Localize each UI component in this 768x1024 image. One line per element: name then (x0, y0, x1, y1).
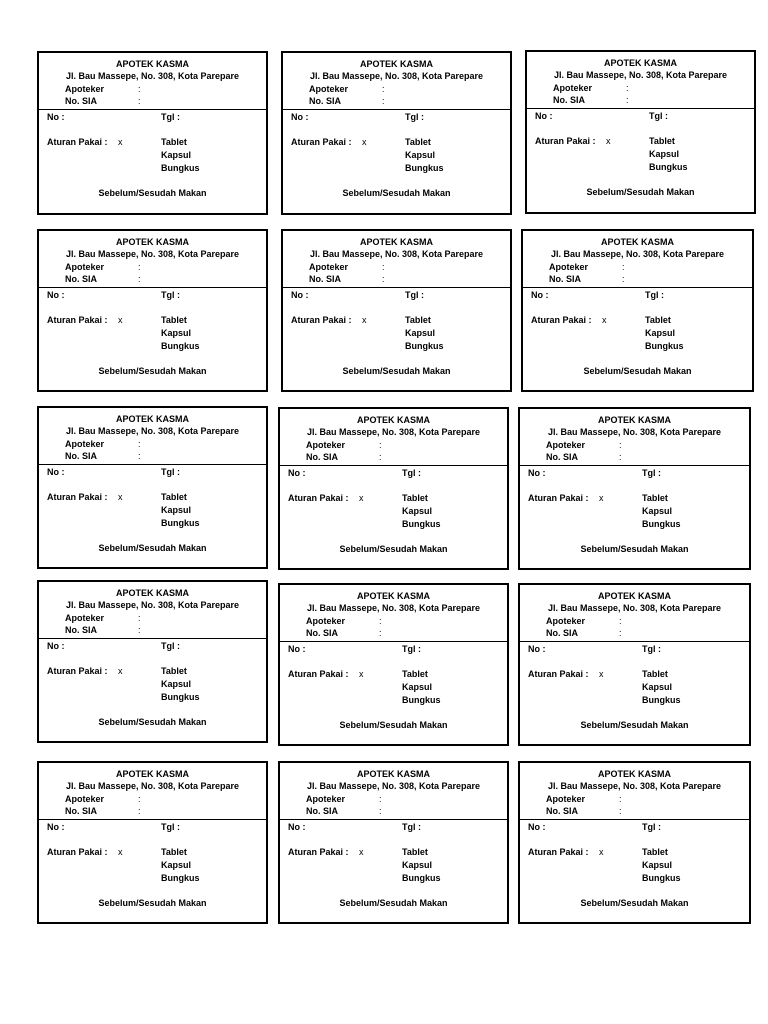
apoteker-colon: : (138, 84, 141, 94)
sia-label: No. SIA (65, 274, 98, 284)
unit-tablet: Tablet (649, 136, 675, 146)
usage-label: Aturan Pakai : (288, 847, 349, 857)
unit-tablet: Tablet (402, 847, 428, 857)
times-mark: x (362, 315, 367, 325)
header-divider (39, 464, 266, 465)
apoteker-label: Apoteker (309, 84, 349, 94)
times-mark: x (118, 137, 123, 147)
usage-label: Aturan Pakai : (528, 493, 589, 503)
number-label: No : (47, 641, 65, 651)
apoteker-label: Apoteker (65, 262, 105, 272)
times-mark: x (362, 137, 367, 147)
unit-tablet: Tablet (642, 493, 668, 503)
header-divider (39, 638, 266, 639)
times-mark: x (118, 315, 123, 325)
usage-label: Aturan Pakai : (528, 669, 589, 679)
apoteker-colon: : (382, 262, 385, 272)
date-label: Tgl : (642, 822, 661, 832)
prescription-label (37, 229, 268, 392)
sia-colon: : (379, 806, 382, 816)
apoteker-colon: : (379, 440, 382, 450)
unit-tablet: Tablet (642, 669, 668, 679)
pharmacy-name: APOTEK KASMA (603, 58, 677, 68)
unit-tablet: Tablet (402, 493, 428, 503)
unit-bungkus: Bungkus (402, 695, 441, 705)
header-divider (520, 819, 749, 820)
pharmacy-name: APOTEK KASMA (359, 59, 433, 69)
unit-kapsul: Kapsul (402, 506, 433, 516)
sia-colon: : (382, 96, 385, 106)
pharmacy-name: APOTEK KASMA (356, 591, 430, 601)
prescription-label (37, 580, 268, 743)
usage-label: Aturan Pakai : (47, 315, 108, 325)
times-mark: x (602, 315, 607, 325)
number-label: No : (291, 112, 309, 122)
unit-kapsul: Kapsul (642, 682, 673, 692)
sia-label: No. SIA (546, 452, 579, 462)
unit-kapsul: Kapsul (645, 328, 676, 338)
sia-label: No. SIA (546, 806, 579, 816)
sia-colon: : (379, 452, 382, 462)
apoteker-label: Apoteker (306, 440, 346, 450)
pharmacy-name: APOTEK KASMA (115, 237, 189, 247)
prescription-label (518, 407, 751, 570)
apoteker-colon: : (619, 794, 622, 804)
date-label: Tgl : (649, 111, 668, 121)
number-label: No : (528, 644, 546, 654)
times-mark: x (599, 493, 604, 503)
pharmacy-address: Jl. Bau Massepe, No. 308, Kota Parepare (553, 70, 728, 80)
sia-colon: : (138, 274, 141, 284)
unit-kapsul: Kapsul (642, 860, 673, 870)
number-label: No : (47, 822, 65, 832)
apoteker-label: Apoteker (546, 794, 586, 804)
pharmacy-address: Jl. Bau Massepe, No. 308, Kota Parepare (65, 426, 240, 436)
header-divider (280, 465, 507, 466)
pharmacy-name: APOTEK KASMA (115, 414, 189, 424)
pharmacy-address: Jl. Bau Massepe, No. 308, Kota Parepare (550, 249, 725, 259)
date-label: Tgl : (642, 644, 661, 654)
apoteker-colon: : (138, 613, 141, 623)
pharmacy-name: APOTEK KASMA (356, 769, 430, 779)
unit-kapsul: Kapsul (161, 505, 192, 515)
pharmacy-address: Jl. Bau Massepe, No. 308, Kota Parepare (306, 427, 481, 437)
unit-tablet: Tablet (642, 847, 668, 857)
unit-tablet: Tablet (161, 666, 187, 676)
apoteker-label: Apoteker (546, 616, 586, 626)
apoteker-colon: : (626, 83, 629, 93)
times-mark: x (606, 136, 611, 146)
sia-label: No. SIA (553, 95, 586, 105)
meal-timing: Sebelum/Sesudah Makan (342, 188, 451, 198)
pharmacy-address: Jl. Bau Massepe, No. 308, Kota Parepare (547, 427, 722, 437)
sia-label: No. SIA (306, 806, 339, 816)
pharmacy-name: APOTEK KASMA (597, 415, 671, 425)
sia-label: No. SIA (309, 274, 342, 284)
unit-bungkus: Bungkus (649, 162, 688, 172)
unit-kapsul: Kapsul (161, 860, 192, 870)
unit-bungkus: Bungkus (642, 695, 681, 705)
unit-tablet: Tablet (161, 137, 187, 147)
unit-kapsul: Kapsul (405, 328, 436, 338)
unit-tablet: Tablet (402, 669, 428, 679)
apoteker-colon: : (138, 439, 141, 449)
times-mark: x (118, 492, 123, 502)
date-label: Tgl : (161, 822, 180, 832)
prescription-label (37, 761, 268, 924)
apoteker-colon: : (619, 616, 622, 626)
apoteker-colon: : (622, 262, 625, 272)
usage-label: Aturan Pakai : (288, 493, 349, 503)
number-label: No : (288, 644, 306, 654)
pharmacy-address: Jl. Bau Massepe, No. 308, Kota Parepare (65, 600, 240, 610)
sia-label: No. SIA (65, 625, 98, 635)
pharmacy-name: APOTEK KASMA (597, 591, 671, 601)
usage-label: Aturan Pakai : (531, 315, 592, 325)
meal-timing: Sebelum/Sesudah Makan (98, 898, 207, 908)
usage-label: Aturan Pakai : (47, 137, 108, 147)
number-label: No : (528, 468, 546, 478)
date-label: Tgl : (161, 112, 180, 122)
prescription-label (518, 761, 751, 924)
number-label: No : (47, 112, 65, 122)
unit-tablet: Tablet (405, 137, 431, 147)
unit-kapsul: Kapsul (402, 682, 433, 692)
header-divider (520, 641, 749, 642)
unit-kapsul: Kapsul (405, 150, 436, 160)
meal-timing: Sebelum/Sesudah Makan (342, 366, 451, 376)
apoteker-label: Apoteker (309, 262, 349, 272)
prescription-label (281, 229, 512, 392)
apoteker-colon: : (619, 440, 622, 450)
meal-timing: Sebelum/Sesudah Makan (98, 543, 207, 553)
apoteker-label: Apoteker (546, 440, 586, 450)
sia-label: No. SIA (309, 96, 342, 106)
meal-timing: Sebelum/Sesudah Makan (580, 544, 689, 554)
sia-label: No. SIA (65, 806, 98, 816)
number-label: No : (528, 822, 546, 832)
meal-timing: Sebelum/Sesudah Makan (580, 720, 689, 730)
date-label: Tgl : (405, 290, 424, 300)
prescription-label (278, 583, 509, 746)
sia-label: No. SIA (546, 628, 579, 638)
pharmacy-name: APOTEK KASMA (356, 415, 430, 425)
sia-colon: : (138, 806, 141, 816)
times-mark: x (359, 493, 364, 503)
usage-label: Aturan Pakai : (47, 492, 108, 502)
number-label: No : (291, 290, 309, 300)
apoteker-label: Apoteker (549, 262, 589, 272)
date-label: Tgl : (405, 112, 424, 122)
unit-bungkus: Bungkus (161, 692, 200, 702)
apoteker-label: Apoteker (306, 794, 346, 804)
unit-kapsul: Kapsul (161, 328, 192, 338)
prescription-label (525, 50, 756, 214)
header-divider (283, 109, 510, 110)
usage-label: Aturan Pakai : (535, 136, 596, 146)
header-divider (283, 287, 510, 288)
number-label: No : (47, 467, 65, 477)
sia-label: No. SIA (306, 628, 339, 638)
sia-colon: : (382, 274, 385, 284)
prescription-label (521, 229, 754, 392)
usage-label: Aturan Pakai : (528, 847, 589, 857)
unit-bungkus: Bungkus (161, 518, 200, 528)
pharmacy-name: APOTEK KASMA (115, 59, 189, 69)
date-label: Tgl : (402, 644, 421, 654)
header-divider (520, 465, 749, 466)
header-divider (39, 287, 266, 288)
sia-label: No. SIA (65, 96, 98, 106)
pharmacy-name: APOTEK KASMA (115, 588, 189, 598)
sia-colon: : (619, 628, 622, 638)
apoteker-label: Apoteker (65, 613, 105, 623)
apoteker-colon: : (379, 794, 382, 804)
unit-kapsul: Kapsul (642, 506, 673, 516)
meal-timing: Sebelum/Sesudah Makan (583, 366, 692, 376)
date-label: Tgl : (645, 290, 664, 300)
meal-timing: Sebelum/Sesudah Makan (339, 544, 448, 554)
pharmacy-address: Jl. Bau Massepe, No. 308, Kota Parepare (309, 71, 484, 81)
pharmacy-name: APOTEK KASMA (597, 769, 671, 779)
apoteker-colon: : (138, 262, 141, 272)
sia-colon: : (138, 451, 141, 461)
apoteker-colon: : (382, 84, 385, 94)
prescription-label (518, 583, 751, 746)
times-mark: x (359, 669, 364, 679)
unit-tablet: Tablet (161, 847, 187, 857)
header-divider (39, 819, 266, 820)
apoteker-label: Apoteker (65, 84, 105, 94)
meal-timing: Sebelum/Sesudah Makan (98, 717, 207, 727)
times-mark: x (599, 847, 604, 857)
pharmacy-name: APOTEK KASMA (359, 237, 433, 247)
pharmacy-address: Jl. Bau Massepe, No. 308, Kota Parepare (306, 781, 481, 791)
meal-timing: Sebelum/Sesudah Makan (586, 187, 695, 197)
sia-label: No. SIA (549, 274, 582, 284)
sia-label: No. SIA (306, 452, 339, 462)
unit-kapsul: Kapsul (161, 150, 192, 160)
unit-bungkus: Bungkus (402, 873, 441, 883)
pharmacy-address: Jl. Bau Massepe, No. 308, Kota Parepare (309, 249, 484, 259)
unit-kapsul: Kapsul (161, 679, 192, 689)
pharmacy-name: APOTEK KASMA (115, 769, 189, 779)
prescription-label (37, 51, 268, 215)
pharmacy-address: Jl. Bau Massepe, No. 308, Kota Parepare (65, 71, 240, 81)
date-label: Tgl : (642, 468, 661, 478)
unit-bungkus: Bungkus (645, 341, 684, 351)
number-label: No : (47, 290, 65, 300)
times-mark: x (359, 847, 364, 857)
header-divider (280, 641, 507, 642)
unit-kapsul: Kapsul (649, 149, 680, 159)
unit-bungkus: Bungkus (642, 519, 681, 529)
unit-tablet: Tablet (405, 315, 431, 325)
date-label: Tgl : (161, 641, 180, 651)
unit-bungkus: Bungkus (161, 341, 200, 351)
unit-bungkus: Bungkus (405, 341, 444, 351)
apoteker-colon: : (379, 616, 382, 626)
pharmacy-address: Jl. Bau Massepe, No. 308, Kota Parepare (65, 249, 240, 259)
header-divider (39, 109, 266, 110)
date-label: Tgl : (161, 467, 180, 477)
usage-label: Aturan Pakai : (288, 669, 349, 679)
prescription-label (278, 407, 509, 570)
unit-kapsul: Kapsul (402, 860, 433, 870)
sia-colon: : (138, 96, 141, 106)
usage-label: Aturan Pakai : (47, 666, 108, 676)
pharmacy-name: APOTEK KASMA (600, 237, 674, 247)
usage-label: Aturan Pakai : (291, 137, 352, 147)
unit-tablet: Tablet (161, 492, 187, 502)
sia-label: No. SIA (65, 451, 98, 461)
unit-bungkus: Bungkus (405, 163, 444, 173)
usage-label: Aturan Pakai : (47, 847, 108, 857)
header-divider (527, 108, 754, 109)
unit-tablet: Tablet (645, 315, 671, 325)
sia-colon: : (138, 625, 141, 635)
unit-bungkus: Bungkus (161, 873, 200, 883)
prescription-label (281, 51, 512, 215)
apoteker-label: Apoteker (553, 83, 593, 93)
apoteker-label: Apoteker (306, 616, 346, 626)
prescription-label (37, 406, 268, 569)
apoteker-colon: : (138, 794, 141, 804)
times-mark: x (118, 666, 123, 676)
times-mark: x (118, 847, 123, 857)
number-label: No : (288, 468, 306, 478)
date-label: Tgl : (161, 290, 180, 300)
meal-timing: Sebelum/Sesudah Makan (580, 898, 689, 908)
pharmacy-address: Jl. Bau Massepe, No. 308, Kota Parepare (547, 781, 722, 791)
unit-bungkus: Bungkus (402, 519, 441, 529)
number-label: No : (288, 822, 306, 832)
apoteker-label: Apoteker (65, 439, 105, 449)
meal-timing: Sebelum/Sesudah Makan (98, 188, 207, 198)
number-label: No : (531, 290, 549, 300)
sia-colon: : (379, 628, 382, 638)
meal-timing: Sebelum/Sesudah Makan (98, 366, 207, 376)
date-label: Tgl : (402, 822, 421, 832)
meal-timing: Sebelum/Sesudah Makan (339, 720, 448, 730)
header-divider (280, 819, 507, 820)
date-label: Tgl : (402, 468, 421, 478)
meal-timing: Sebelum/Sesudah Makan (339, 898, 448, 908)
sia-colon: : (619, 806, 622, 816)
pharmacy-address: Jl. Bau Massepe, No. 308, Kota Parepare (65, 781, 240, 791)
sia-colon: : (622, 274, 625, 284)
unit-bungkus: Bungkus (642, 873, 681, 883)
pharmacy-address: Jl. Bau Massepe, No. 308, Kota Parepare (306, 603, 481, 613)
sia-colon: : (619, 452, 622, 462)
apoteker-label: Apoteker (65, 794, 105, 804)
header-divider (523, 287, 752, 288)
pharmacy-address: Jl. Bau Massepe, No. 308, Kota Parepare (547, 603, 722, 613)
unit-bungkus: Bungkus (161, 163, 200, 173)
times-mark: x (599, 669, 604, 679)
unit-tablet: Tablet (161, 315, 187, 325)
sia-colon: : (626, 95, 629, 105)
usage-label: Aturan Pakai : (291, 315, 352, 325)
prescription-label (278, 761, 509, 924)
number-label: No : (535, 111, 553, 121)
